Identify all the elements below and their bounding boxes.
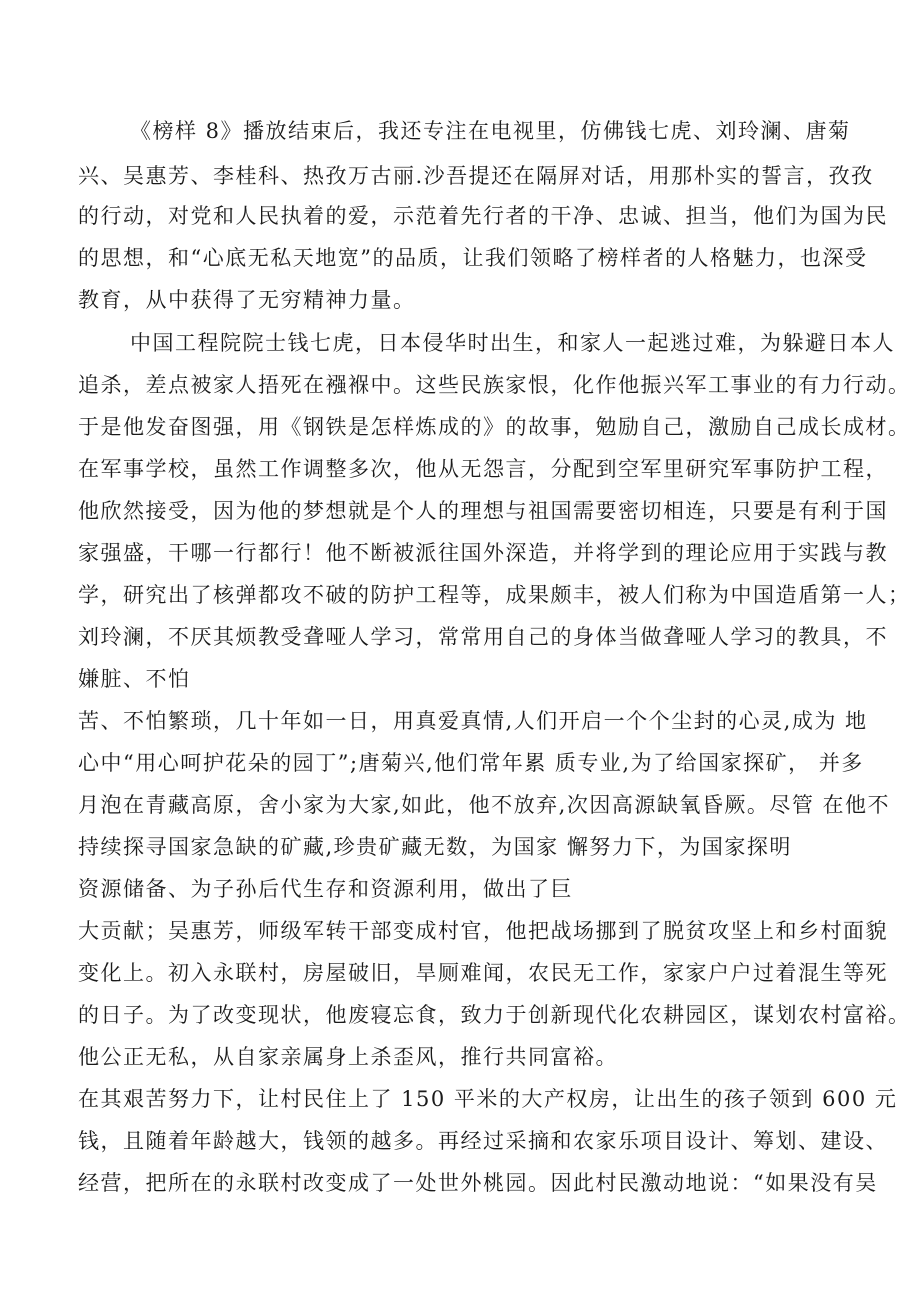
paragraph-5-line-2: 钱，且随着年龄越大，钱领的越多。再经过采摘和农家乐项目设计、筹划、建设、: [78, 1129, 888, 1153]
paragraph-2-line-8: 刘玲澜，不厌其烦教受聋哑人学习，常常用自己的身体当做聋哑人学习的教具，不: [78, 625, 888, 649]
paragraph-2-line-5: 他欣然接受，因为他的梦想就是个人的理想与祖国需要密切相连，只要是有利于国: [78, 499, 888, 523]
paragraph-4-line-1: 大贡献；吴惠芳，师级军转干部变成村官，他把战场挪到了脱贫攻坚上和乡村面貌: [78, 919, 888, 943]
paragraph-2-line-3: 于是他发奋图强，用《钢铁是怎样炼成的》的故事，勉励自己，激励自己成长成材。: [78, 415, 911, 439]
paragraph-5-line-3: 经营，把所在的永联村改变成了一处世外桃园。因此村民激动地说：“如果没有吴: [78, 1171, 878, 1195]
paragraph-2-line-7: 学，研究出了核弹都攻不破的防护工程等，成果颇丰，被人们称为中国造盾第一人；: [78, 583, 911, 607]
paragraph-3-line-5: 资源储备、为子孙后代生存和资源利用，做出了巨: [78, 877, 573, 901]
paragraph-1-line-2: 兴、吴惠芳、李桂科、热孜万古丽.沙吾提还在隔屏对话，用那朴实的誓言，孜孜: [78, 164, 874, 188]
paragraph-2-line-2: 追杀，差点被家人捂死在襁褓中。这些民族家恨，化作他振兴军工事业的有力行动。: [78, 373, 911, 397]
paragraph-1-line-3: 的行动，对党和人民执着的爱，示范着先行者的干净、忠诚、担当，他们为国为民: [78, 204, 888, 228]
paragraph-3-line-2: 心中“用心呵护花朵的园丁”;唐菊兴,他们常年累 质专业,为了给国家探矿， 并多: [78, 751, 864, 775]
paragraph-2-line-1: 中国工程院院士钱七虎，日本侵华时出生，和家人一起逃过难，为躲避日本人: [130, 331, 895, 355]
paragraph-4-line-4: 他公正无私，从自家亲属身上杀歪风，推行共同富裕。: [78, 1045, 618, 1069]
paragraph-3-line-3: 月泡在青藏高原，舍小家为大家,如此，他不放弃,次因高源缺氧昏厥。尽管 在他不: [78, 793, 891, 817]
paragraph-3-line-1: 苦、不怕繁琐，几十年如一日，用真爱真情,人们开启一个个尘封的心灵,成为 地: [78, 709, 868, 733]
paragraph-1-line-5: 教育，从中获得了无穷精神力量。: [78, 288, 416, 312]
paragraph-4-line-3: 的日子。为了改变现状，他废寝忘食，致力于创新现代化农耕园区，谋划农村富裕。: [78, 1003, 911, 1027]
paragraph-2-line-4: 在军事学校，虽然工作调整多次，他从无怨言，分配到空军里研究军事防护工程，: [78, 457, 888, 481]
paragraph-1-line-1: 《榜样 8》播放结束后，我还专注在电视里，仿佛钱七虎、刘玲澜、唐菊: [130, 119, 851, 143]
paragraph-3-line-4: 持续探寻国家急缺的矿藏,珍贵矿藏无数，为国家 懈努力下，为国家探明: [78, 835, 792, 859]
paragraph-2-line-6: 家强盛，干哪一行都行！他不断被派往国外深造，并将学到的理论应用于实践与教: [78, 541, 888, 565]
paragraph-1-line-4: 的思想，和“心底无私天地宽”的品质，让我们领略了榜样者的人格魅力，也深受: [78, 246, 868, 270]
paragraph-4-line-2: 变化上。初入永联村，房屋破旧，旱厕难闻，农民无工作，家家户户过着混生等死: [78, 961, 888, 985]
paragraph-5-line-1: 在其艰苦努力下，让村民住上了 150 平米的大产权房，让出生的孩子领到 600 元: [78, 1087, 898, 1111]
paragraph-2-line-9: 嫌脏、不怕: [78, 667, 191, 691]
